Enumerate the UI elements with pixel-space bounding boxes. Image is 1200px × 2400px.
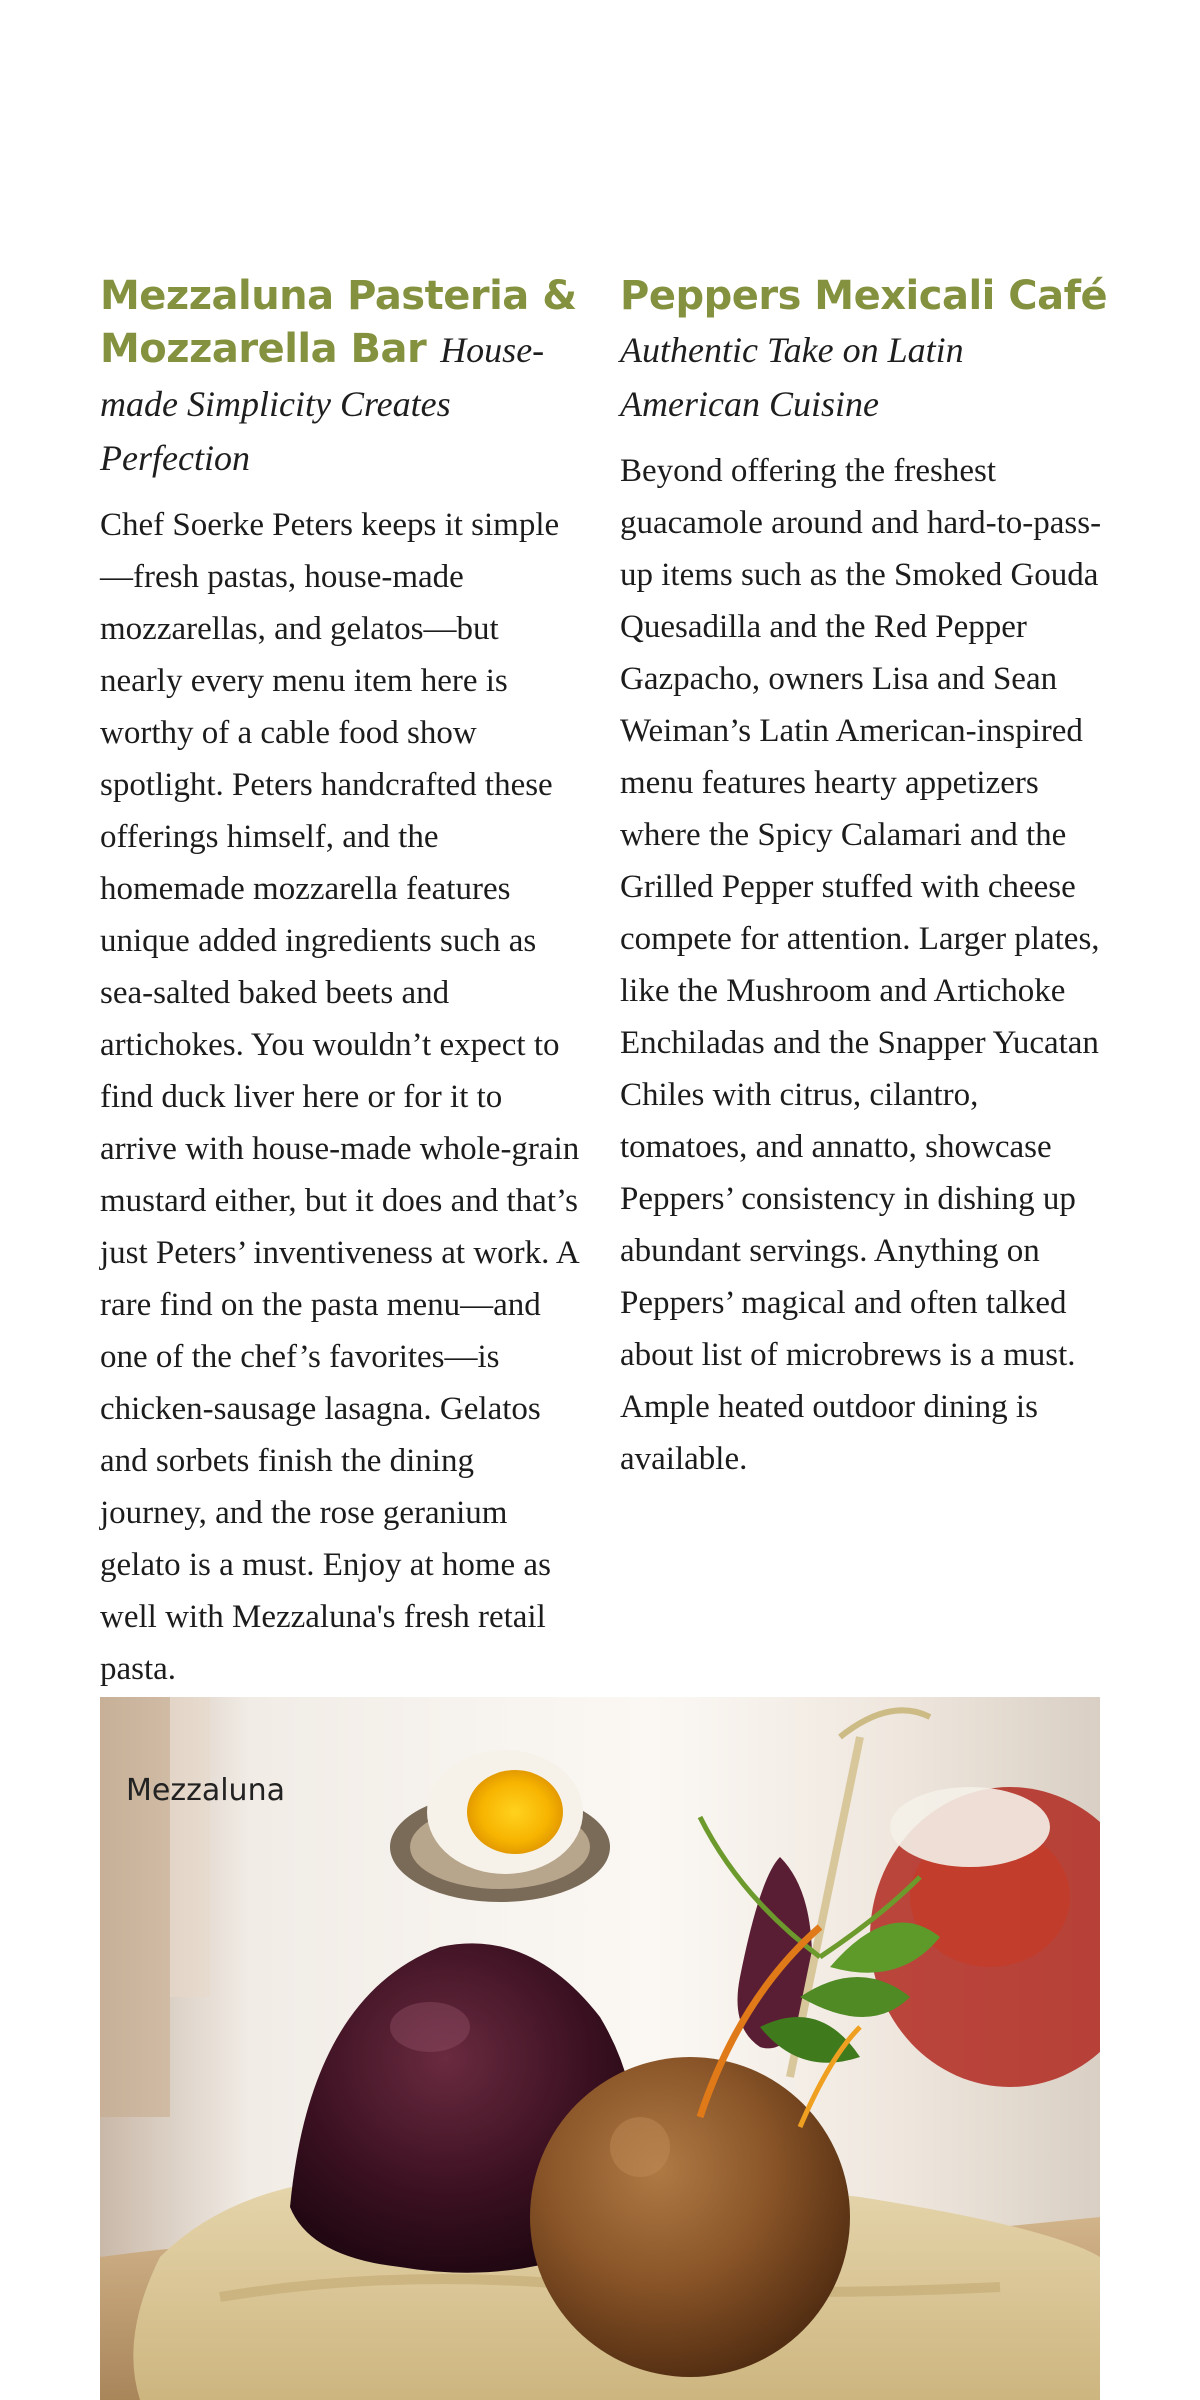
food-photo — [100, 1697, 1100, 2400]
article-mezzaluna — [100, 270, 580, 1695]
restaurant-tagline: House-made Simplicity Creates Perfection — [100, 330, 545, 478]
article-peppers — [620, 270, 1110, 1485]
restaurant-name: Peppers Mexicali Café — [620, 273, 1108, 319]
article-body: Beyond offering the freshest guacamole around and hard-to-pass-up items such as the Smoked Gouda Quesadilla and the Red Pepper Gazpacho, owners Lisa and Sean Weiman’s Latin American-inspired menu features hearty appetizers where the Spicy Calamari and the Grilled Pepper stuffed with cheese compete for attention. Larger plates, like the Mushroom and Artichoke Enchiladas and the Snapper Yucatan Chiles with citrus, cilantro, tomatoes, and annatto, showcase Peppers’ consistency in dishing up abundant servings. Anything on Peppers’ magical and often talked about list of microbrews is a must. Ample heated outdoor dining is available. — [620, 453, 1102, 1477]
restaurant-name: Mezzaluna Pasteria & Mozzarella Bar — [100, 273, 577, 372]
article-heading — [620, 270, 1110, 431]
article-heading — [100, 270, 580, 485]
photo-caption: Mezzaluna — [126, 1773, 285, 1808]
article-body: Chef Soerke Peters keeps it simple—fresh pastas, house-made mozzarellas, and gelatos—but nearly every menu item here is worthy of a cable food show spotlight. Peters handcrafted these offerings himself, and the homemade mozzarella features unique added ingredients such as sea-salted baked beets and artichokes. You wouldn’t expect to find duck liver here or for it to arrive with house-made whole-grain mustard either, but it does and that’s just Peters’ inventiveness at work. A rare find on the pasta menu—and one of the chef’s favorites—is chicken-sausage lasagna. Gelatos and sorbets finish the dining journey, and the rose geranium gelato is a must. Enjoy at home as well with Mezzaluna's fresh retail pasta. — [100, 507, 580, 1687]
restaurant-tagline: Authentic Take on Latin American Cuisine — [620, 330, 964, 424]
